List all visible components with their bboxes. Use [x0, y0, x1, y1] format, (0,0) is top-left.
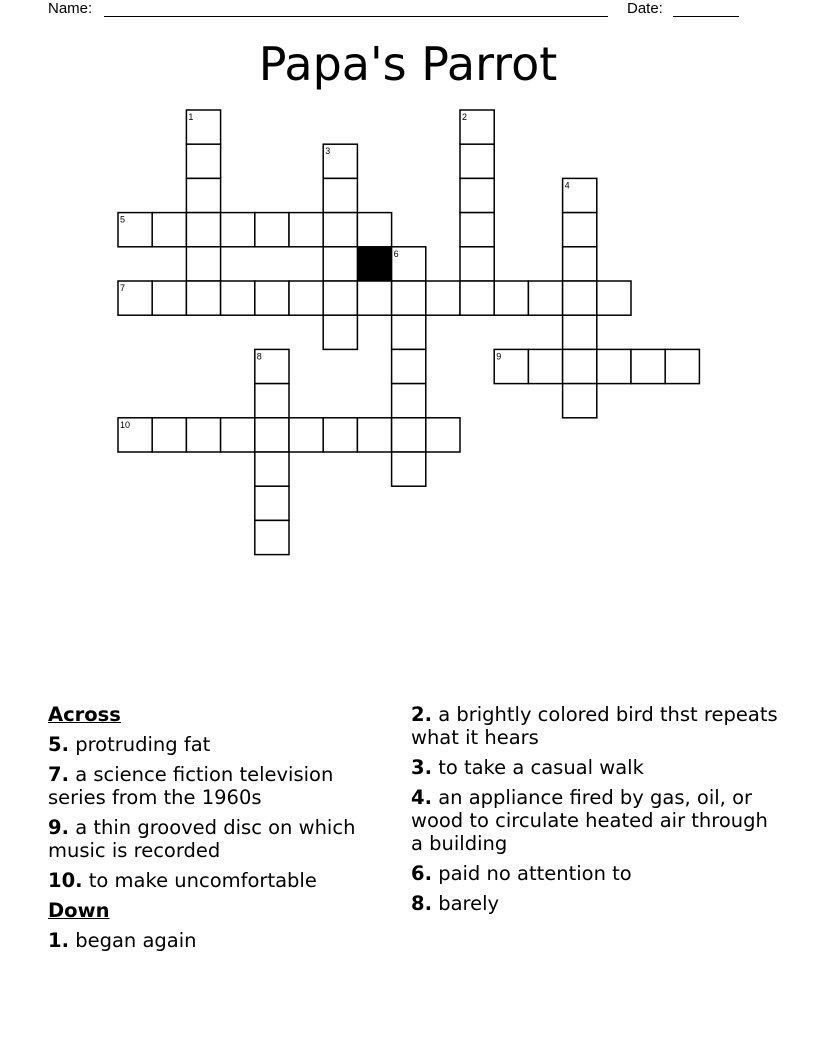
grid-clue-number: 3	[325, 146, 331, 157]
grid-cell[interactable]	[323, 418, 357, 452]
grid-cell[interactable]	[255, 213, 289, 247]
grid-clue-number: 4	[564, 180, 570, 191]
clue-number: 4.	[411, 786, 432, 809]
grid-cell[interactable]	[186, 213, 220, 247]
clue-text: to make uncomfortable	[88, 869, 317, 892]
clue-number: 10.	[48, 869, 83, 892]
grid-cell[interactable]	[357, 281, 391, 315]
clue-number: 2.	[411, 703, 432, 726]
grid-cell[interactable]	[357, 213, 391, 247]
grid-cell[interactable]	[186, 144, 220, 178]
grid-cell[interactable]	[392, 384, 426, 418]
grid-cell[interactable]	[392, 281, 426, 315]
clue-across-9	[48, 816, 388, 862]
grid-cell[interactable]	[323, 315, 357, 349]
grid-cell[interactable]	[665, 349, 699, 383]
clue-number: 9.	[48, 816, 69, 839]
grid-cell[interactable]	[255, 486, 289, 520]
grid-cell[interactable]	[426, 281, 460, 315]
grid-cell[interactable]	[186, 247, 220, 281]
across-heading: Across	[48, 703, 121, 726]
clue-down-3	[411, 756, 781, 779]
grid-cell[interactable]	[255, 281, 289, 315]
grid-clue-number: 2	[462, 112, 468, 122]
clue-down-8	[411, 892, 781, 915]
clue-number: 1.	[48, 929, 69, 952]
grid-clue-number: 7	[120, 283, 126, 293]
grid-cell[interactable]	[528, 281, 562, 315]
grid-cell[interactable]	[597, 281, 631, 315]
clue-across-5	[48, 733, 388, 756]
grid-cell[interactable]	[460, 281, 494, 315]
clue-number: 6.	[411, 862, 432, 885]
clue-text: a thin grooved disc on which music is recorded	[48, 816, 356, 862]
grid-cell[interactable]	[392, 349, 426, 383]
grid-cell[interactable]	[563, 349, 597, 383]
clue-text: a brightly colored bird thst repeats what it hears	[411, 703, 778, 749]
clue-number: 8.	[411, 892, 432, 915]
grid-cell[interactable]	[221, 418, 255, 452]
grid-cell[interactable]	[255, 418, 289, 452]
grid-cell[interactable]	[323, 247, 357, 281]
grid-cell[interactable]	[528, 349, 562, 383]
clues-left-column	[48, 703, 388, 959]
clues-right-column	[411, 703, 781, 922]
grid-cell[interactable]	[563, 384, 597, 418]
clue-number: 5.	[48, 733, 69, 756]
grid-cell[interactable]	[186, 418, 220, 452]
clue-text: protruding fat	[75, 733, 211, 756]
clue-number: 3.	[411, 756, 432, 779]
clue-text: an appliance fired by gas, oil, or wood to circulate heated air through a building	[411, 786, 768, 855]
grid-cell[interactable]	[289, 213, 323, 247]
grid-cell[interactable]	[494, 281, 528, 315]
grid-cell[interactable]	[289, 418, 323, 452]
down-heading: Down	[48, 899, 110, 922]
grid-cell[interactable]	[563, 315, 597, 349]
grid-cell[interactable]	[460, 144, 494, 178]
grid-clue-number: 9	[496, 351, 502, 362]
grid-cell[interactable]	[392, 452, 426, 486]
grid-cell[interactable]	[323, 281, 357, 315]
grid-clue-number: 8	[256, 351, 262, 362]
grid-cell[interactable]	[460, 178, 494, 212]
grid-clue-number: 6	[393, 248, 399, 259]
clue-across-10	[48, 869, 388, 892]
page-title: Papa's Parrot	[258, 37, 558, 91]
grid-cell[interactable]	[186, 281, 220, 315]
grid-cell[interactable]	[597, 349, 631, 383]
clue-down-2	[411, 703, 781, 749]
date-label: Date:	[627, 0, 663, 17]
clue-down-4	[411, 786, 781, 855]
clue-down-1	[48, 929, 388, 952]
grid-cell[interactable]	[255, 520, 289, 554]
grid-cell[interactable]	[631, 349, 665, 383]
name-label: Name:	[48, 0, 93, 17]
grid-cell[interactable]	[289, 281, 323, 315]
grid-cell[interactable]	[152, 281, 186, 315]
grid-cell[interactable]	[563, 247, 597, 281]
grid-block	[357, 247, 391, 281]
grid-cell[interactable]	[460, 213, 494, 247]
grid-cell[interactable]	[460, 247, 494, 281]
clue-text: to take a casual walk	[438, 756, 644, 779]
clue-text: a science fiction television series from the 1960s	[48, 763, 334, 809]
clue-text: barely	[438, 892, 500, 915]
grid-cell[interactable]	[255, 452, 289, 486]
grid-cell[interactable]	[426, 418, 460, 452]
clue-text: paid no attention to	[438, 862, 632, 885]
grid-clue-number: 5	[120, 214, 126, 225]
grid-cell[interactable]	[323, 213, 357, 247]
grid-clue-number: 10	[120, 419, 131, 430]
grid-cell[interactable]	[186, 178, 220, 212]
grid-cell[interactable]	[323, 178, 357, 212]
grid-cell[interactable]	[563, 213, 597, 247]
grid-cell[interactable]	[221, 281, 255, 315]
grid-cell[interactable]	[255, 384, 289, 418]
clue-text: began again	[75, 929, 197, 952]
grid-clue-number: 1	[188, 112, 194, 122]
grid-cell[interactable]	[152, 418, 186, 452]
grid-cell[interactable]	[563, 281, 597, 315]
clue-across-7	[48, 763, 388, 809]
grid-cell[interactable]	[152, 213, 186, 247]
clue-down-6	[411, 862, 781, 885]
grid-cell[interactable]	[357, 418, 391, 452]
clue-number: 7.	[48, 763, 69, 786]
grid-cell[interactable]	[392, 315, 426, 349]
grid-cell[interactable]	[221, 213, 255, 247]
grid-cell[interactable]	[392, 418, 426, 452]
